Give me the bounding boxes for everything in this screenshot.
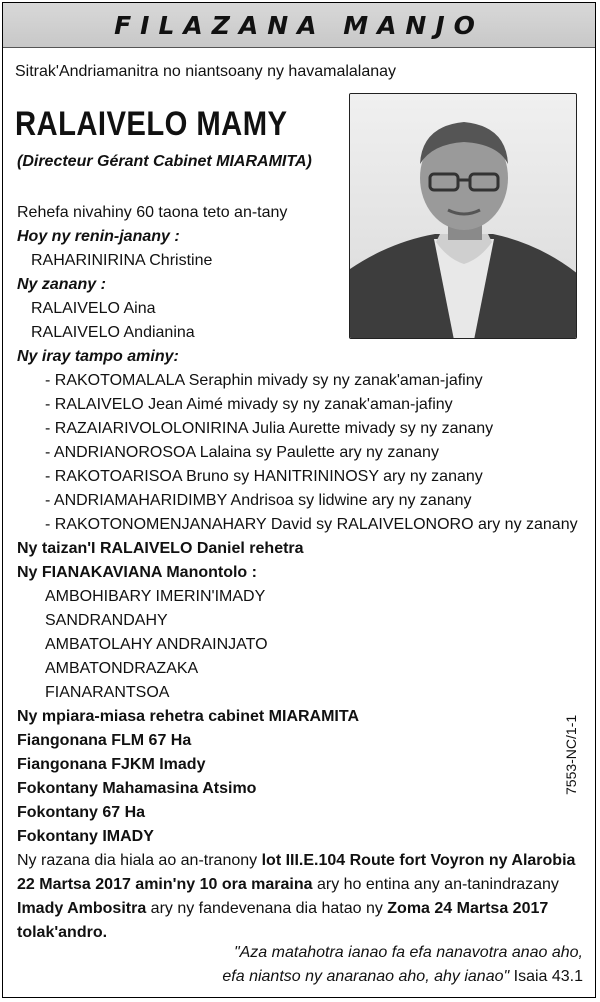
sibling-entry: - ANDRIAMAHARIDIMBY Andrisoa sy lidwine ary ny zanany: [45, 492, 472, 509]
header-banner: [3, 3, 595, 48]
sibling-entry: - RAKOTOARISOA Bruno sy HANITRININOSY ary ny zanany: [45, 468, 483, 485]
widow-label: Hoy ny renin-janany :: [17, 228, 180, 245]
other-mourner: Ny mpiara-miasa rehetra cabinet MIARAMITA: [17, 708, 360, 725]
announcement-address: lot III.E.104 Route fort Voyron ny Alarobia: [261, 852, 576, 869]
opening-line: Sitrak'Andriamanitra no niantsoany ny havamalalanay: [15, 63, 397, 80]
deceased-name: RALAIVELO MAMY: [15, 105, 288, 143]
other-mourner: Fokontany 67 Ha: [17, 804, 146, 821]
clan-entry: AMBATONDRAZAKA: [45, 660, 199, 677]
obituary-notice: [2, 2, 596, 998]
grandchildren-line: Ny taizan'I RALAIVELO Daniel rehetra: [17, 540, 304, 557]
widow-name: RAHARINIRINA Christine: [31, 252, 213, 269]
clan-entry: AMBOHIBARY IMERIN'IMADY: [45, 588, 266, 605]
obituary-body: [17, 201, 591, 945]
other-mourner: Fokontany IMADY: [17, 828, 154, 845]
other-mourner: Fiangonana FLM 67 Ha: [17, 732, 192, 749]
bible-quote: [222, 941, 583, 989]
announcement-text: Ny razana dia hiala ao an-tranony: [17, 852, 262, 869]
announcement-tail: tolak'andro.: [17, 924, 108, 941]
announcement-burial-date: Zoma 24 Martsa 2017: [387, 900, 549, 917]
clan-entry: FIANARANTSOA: [45, 684, 170, 701]
sibling-entry: - ANDRIANOROSOA Lalaina sy Paulette ary ny zanany: [45, 444, 439, 461]
age-line: Rehefa nivahiny 60 taona teto an-tany: [17, 204, 288, 221]
other-mourner: Fiangonana FJKM Imady: [17, 756, 206, 773]
clan-label: Ny FIANAKAVIANA Manontolo :: [17, 564, 257, 581]
announcement-place: Imady Ambositra: [17, 900, 147, 917]
funeral-announcement: [17, 849, 591, 945]
clan-entry: SANDRANDAHY: [45, 612, 168, 629]
announcement-text: ary ny fandevenana dia hatao ny: [146, 900, 388, 917]
child-name: RALAIVELO Aina: [31, 300, 156, 317]
reference-code: 7553-NC/1-1: [563, 714, 579, 795]
clan-entry: AMBATOLAHY ANDRAINJATO: [45, 636, 268, 653]
quote-citation: Isaia 43.1: [509, 968, 583, 985]
quote-line: "Aza matahotra ianao fa efa nanavotra anao aho,: [233, 944, 583, 961]
announcement-departure-date: 22 Martsa 2017 amin'ny 10 ora maraina: [17, 876, 313, 893]
children-label: Ny zanany :: [17, 276, 106, 293]
deceased-title: (Directeur Gérant Cabinet MIARAMITA): [17, 153, 312, 170]
other-mourner: Fokontany Mahamasina Atsimo: [17, 780, 257, 797]
sibling-entry: - RALAIVELO Jean Aimé mivady sy ny zanak'aman-jafiny: [45, 396, 453, 413]
sibling-entry: - RAKOTONOMENJANAHARY David sy RALAIVELONORO ary ny zanany: [45, 516, 578, 533]
child-name: RALAIVELO Andianina: [31, 324, 195, 341]
banner-title: FILAZANA MANJO: [114, 10, 484, 40]
sibling-entry: - RAKOTOMALALA Seraphin mivady sy ny zanak'aman-jafiny: [45, 372, 483, 389]
siblings-label: Ny iray tampo aminy:: [17, 348, 179, 365]
sibling-entry: - RAZAIARIVOLOLONIRINA Julia Aurette mivady sy ny zanany: [45, 420, 494, 437]
announcement-text: ary ho entina any an-tanindrazany: [312, 876, 559, 893]
quote-line: efa niantso ny anaranao aho, ahy ianao": [222, 968, 510, 985]
